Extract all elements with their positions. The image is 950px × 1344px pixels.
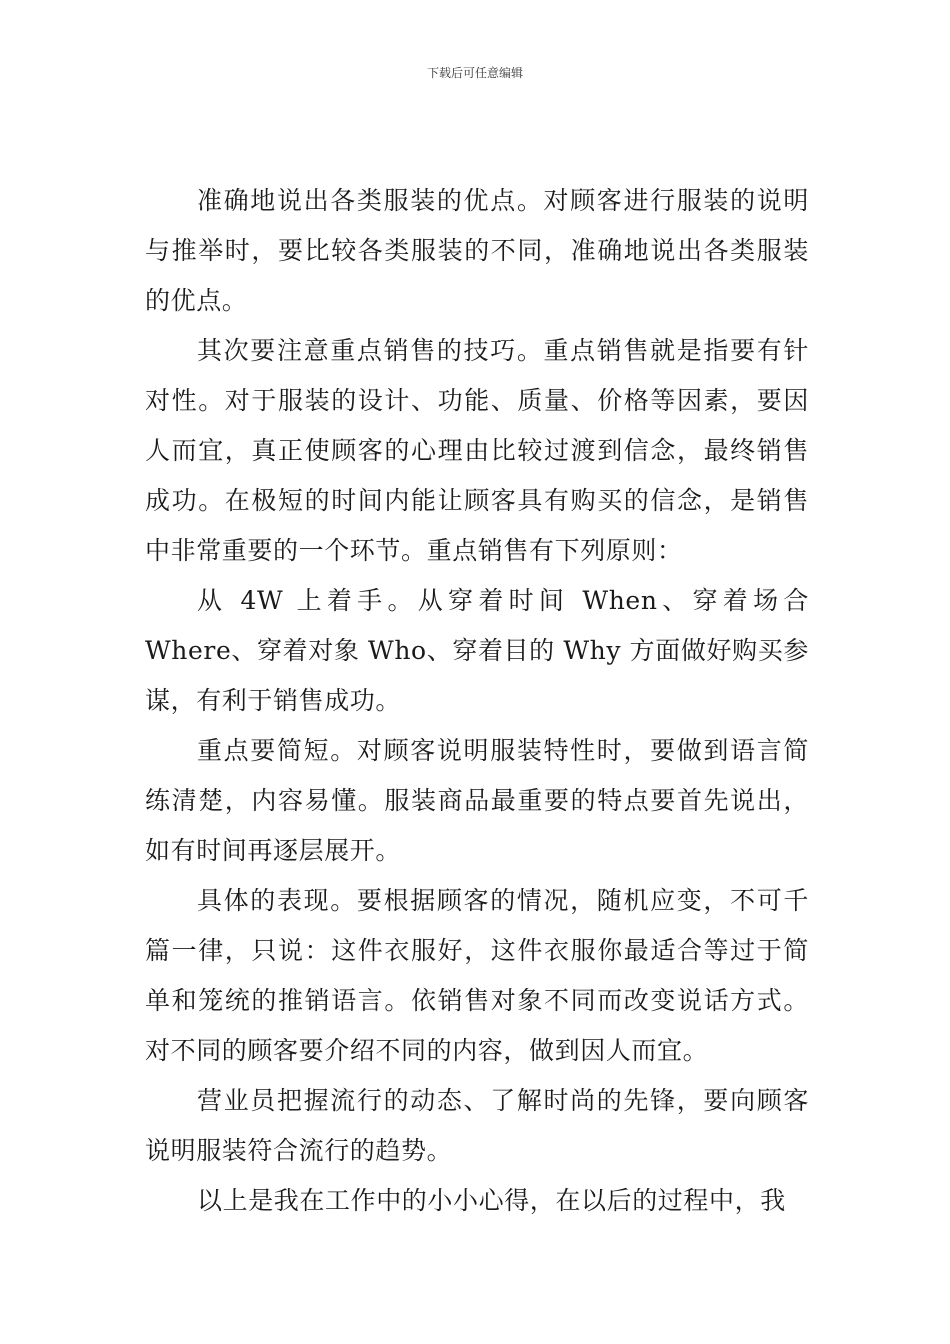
document-body [145, 176, 809, 1226]
paragraph-brief: 重点要简短。对顾客说明服装特性时，要做到语言简练清楚，内容易懂。服装商品最重要的特点要首先说出，如有时间再逐层展开。 [145, 736, 809, 865]
paragraph-trends: 营业员把握流行的动态、了解时尚的先锋，要向顾客说明服装符合流行的趋势。 [145, 1086, 809, 1165]
paragraph-conclusion: 以上是我在工作中的小小心得，在以后的过程中，我 [197, 1186, 786, 1215]
paragraph-advantages: 准确地说出各类服装的优点。对顾客进行服装的说明与推举时，要比较各类服装的不同，准确地说出各类服装的优点。 [145, 186, 809, 315]
paragraph-key-selling: 其次要注意重点销售的技巧。重点销售就是指要有针对性。对于服装的设计、功能、质量、价格等因素，要因人而宜，真正使顾客的心理由比较过渡到信念，最终销售成功。在极短的时间内能让顾客具有购买的信念，是销售中非常重要的一个环节。重点销售有下列原则： [145, 336, 809, 565]
paragraph-specific: 具体的表现。要根据顾客的情况，随机应变，不可千篇一律，只说：这件衣服好，这件衣服你最适合等过于简单和笼统的推销语言。依销售对象不同而改变说话方式。对不同的顾客要介绍不同的内容，做到因人而宜。 [145, 886, 809, 1065]
page-header: 下载后可任意编辑 [426, 66, 523, 80]
paragraph-4w: 从 4W 上着手。从穿着时间 When、穿着场合 Where、穿着对象 Who、穿着目的 Why 方面做好购买参谋，有利于销售成功。 [145, 586, 809, 715]
